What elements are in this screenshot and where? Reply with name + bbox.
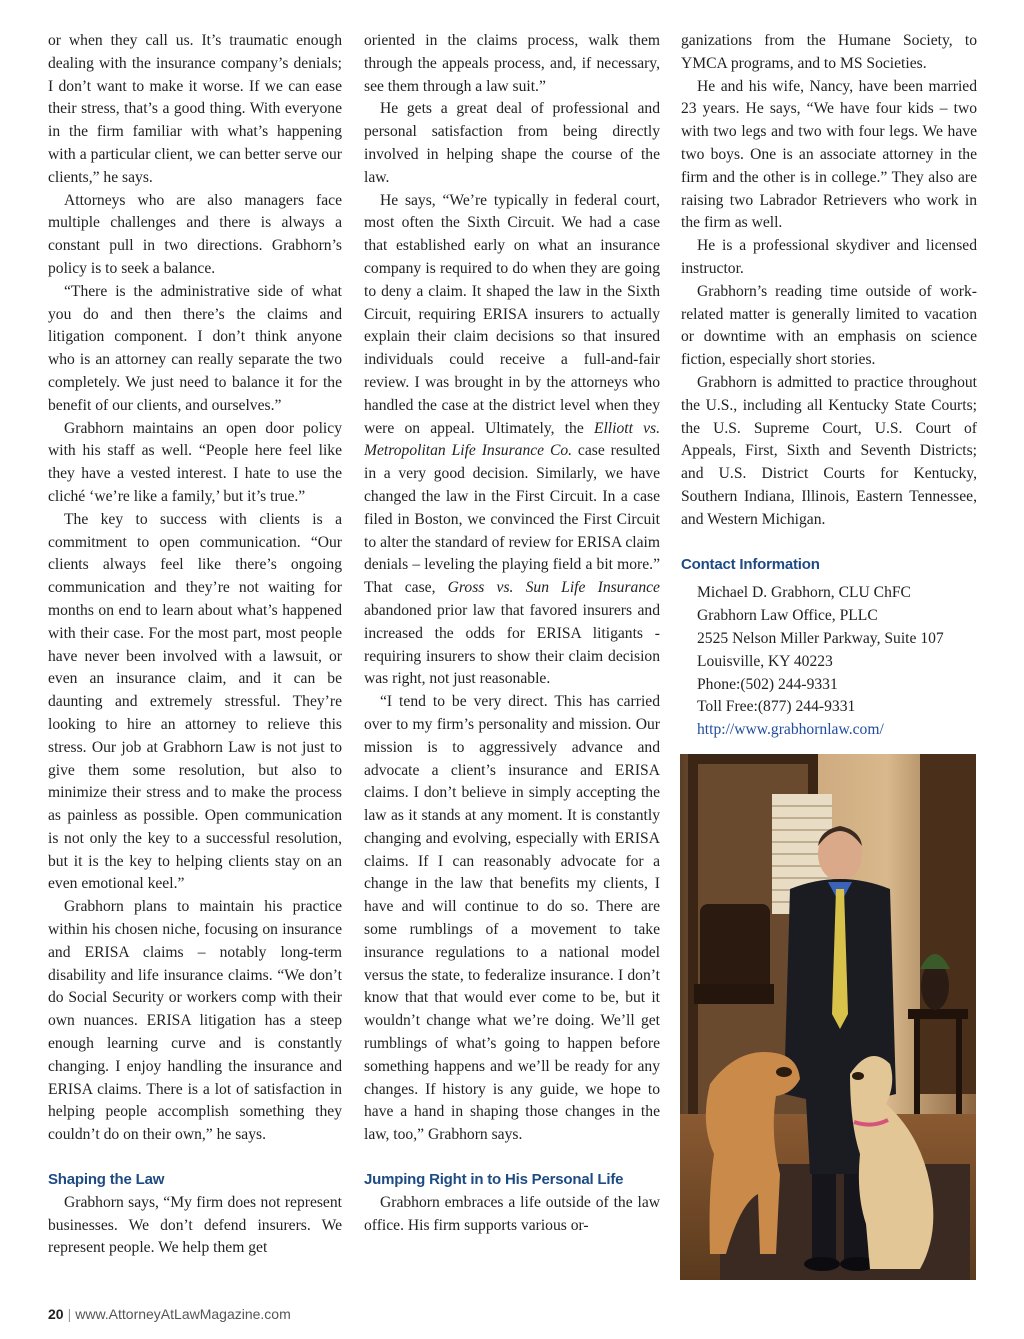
paragraph-text: case resulted in a very good decision. Similarly, we have changed the law in the First Circuit. In a case filed in Boston, we convinced the First Circuit to alter the standard of review for ERISA claim denials – leveling the playing field a bit more.” That case, — [364, 442, 661, 597]
page-number: 20 — [48, 1306, 64, 1322]
paragraph: Grabhorn plans to maintain his practice within his chosen niche, focusing on insurance and ERISA claims – notably long-term disability and life insurance claims. “We don’t do Social Security or workers comp with their own nuances. ERISA litigation has a steep enough learning curve and is constantly changing. I enjoy handling the insurance and ERISA claims. There is a lot of satisfaction in helping people accomplish something they couldn’t do on their own,” he says. — [48, 898, 342, 1144]
contact-address-line-1: 2525 Nelson Miller Parkway, Suite 107 — [697, 629, 944, 647]
paragraph: Grabhorn’s reading time outside of work-related matter is generally limited to vacation or downtime with an emphasis on science fiction, especially short stories. — [681, 282, 977, 369]
case-name: Elliott vs. Metropolitan Life Insurance Co. — [364, 419, 660, 460]
paragraph: He is a professional skydiver and licensed instructor. — [681, 237, 977, 277]
contact-address-line-2: Louisville, KY 40223 — [697, 652, 833, 670]
paragraph: He and his wife, Nancy, have been married 23 years. He says, “We have four kids – two with two legs and two with four legs. We have two boys. One is an associate attorney in the firm and the other is in college.” They also are raising two Labrador Retrievers who work in the firm as well. — [681, 77, 977, 232]
paragraph: Attorneys who are also managers face multiple challenges and there is always a constant pull in two directions. Grabhorn’s policy is to seek a balance. — [48, 191, 342, 277]
contact-firm: Grabhorn Law Office, PLLC — [697, 607, 878, 625]
case-name: Gross vs. Sun Life Insurance — [447, 579, 660, 597]
contact-phone: Phone:(502) 244-9331 — [697, 675, 838, 693]
footer-website[interactable]: www.AttorneyAtLawMagazine.com — [75, 1306, 291, 1322]
paragraph: “There is the administrative side of what you do and then there’s the claims and litigation component. I don’t think anyone who is an attorney can really separate the two completely. We just need to balance it for the benefit of our clients, and ourselves.” — [48, 282, 342, 414]
paragraph — [364, 190, 660, 692]
paragraph: or when they call us. It’s traumatic enough dealing with the insurance company’s denials; I don’t want to make it worse. If we can ease their stress, that’s a good thing. With everyone in the firm familiar with what’s happening with a particular client, we can better serve our clients,” he says. — [48, 32, 342, 186]
contact-heading: Contact Information — [681, 555, 820, 573]
paragraph: The key to success with clients is a commitment to open communication. “Our clients always feel like there’s ongoing communication and they’re not waiting for months on end to learn about what’s happened with their case. For the most part, most people have never been involved with a lawsuit, or even an insurance claim, and it can be daunting and extremely stressful. They’re looking to hire an attorney to relieve this stress. Our job at Grabhorn Law is not just to give them some resolution, but also to minimize their stress and to make the process as painless as possible. Open communication is not only the key to a successful resolution, but it is the key to helping clients stay on an even emotional keel.” — [48, 510, 342, 893]
section-heading-shaping-the-law: Shaping the Law — [48, 1171, 165, 1189]
attorney-with-dogs-photo — [680, 754, 976, 1280]
contact-website-link[interactable]: http://www.grabhornlaw.com/ — [697, 721, 884, 739]
paragraph: ganizations from the Humane Society, to YMCA programs, and to MS Societies. — [681, 32, 977, 72]
article-column-2 — [364, 30, 660, 1237]
paragraph: He gets a great deal of professional and personal satisfaction from being directly involved in helping shape the course of the law. — [364, 100, 660, 186]
footer-separator: | — [67, 1306, 72, 1322]
article-column-3 — [681, 30, 977, 742]
paragraph: Grabhorn says, “My firm does not represent businesses. We don’t defend insurers. We represent people. We help them get — [48, 1193, 342, 1257]
contact-toll-free: Toll Free:(877) 244-9331 — [697, 698, 856, 716]
contact-name: Michael D. Grabhorn, CLU ChFC — [697, 584, 911, 602]
paragraph: Grabhorn is admitted to practice throughout the U.S., including all Kentucky State Courts; the U.S. Supreme Court, U.S. Court of Appeals, First, Sixth and Seventh Districts; and U.S. District Courts for Kentucky, Southern Indiana, Illinois, Eastern Tennessee, and Western Michigan. — [681, 373, 977, 528]
article-column-1 — [48, 30, 342, 1260]
paragraph: oriented in the claims process, walk them through the appeals process, and, if necessary, see them through a law suit.” — [364, 32, 660, 95]
paragraph: Grabhorn embraces a life outside of the law office. His firm supports various or- — [364, 1193, 660, 1234]
paragraph: Grabhorn maintains an open door policy with his staff as well. “People here feel like they have a vested interest. I hate to use the cliché ‘we’re like a family,’ but it’s true.” — [48, 419, 342, 505]
paragraph: “I tend to be very direct. This has carried over to my firm’s personality and mission. Our mission is to aggressively advance and advocate a client’s insurance and ERISA claims. I don’t believe in simply accepting the law as it stands at any moment. It is constantly changing and evolving, especially with ERISA claims. If I can reasonably advocate for a change in the law that benefits my clients, I have and will continue to do so. There are some rumblings of a movement to take insurance regulations to a national model versus the state, to federalize insurance. I don’t know that that would ever come to be, but it wouldn’t change what we’re doing. We’ll get rumblings of what’s going to happen before something happens and we’ll be ready for any changes. If history is any guide, we hope to have a hand in shaping those changes in the law, too,” Grabhorn says. — [364, 693, 660, 1144]
paragraph-text: He says, “We’re typically in federal court, most often the Sixth Circuit. We had a case that established early on what an insurance company is required to do when they are going to deny a claim. It shaped the law in the Sixth Circuit, requiring ERISA insurers to actually explain their claim decisions so that insured individuals could receive a full-and-fair review. I was brought in by the attorneys who handled the case at the district level when they were on appeal. Ultimately, the — [364, 191, 660, 437]
paragraph-text: abandoned prior law that favored insurers and increased the odds for ERISA litigants - requiring insurers to show their claim decision was right, not just reasonable. — [364, 601, 660, 688]
contact-block — [681, 582, 977, 742]
photo-illustration — [680, 754, 976, 1280]
section-heading-personal-life: Jumping Right in to His Personal Life — [364, 1171, 624, 1189]
page-footer — [48, 1306, 291, 1322]
